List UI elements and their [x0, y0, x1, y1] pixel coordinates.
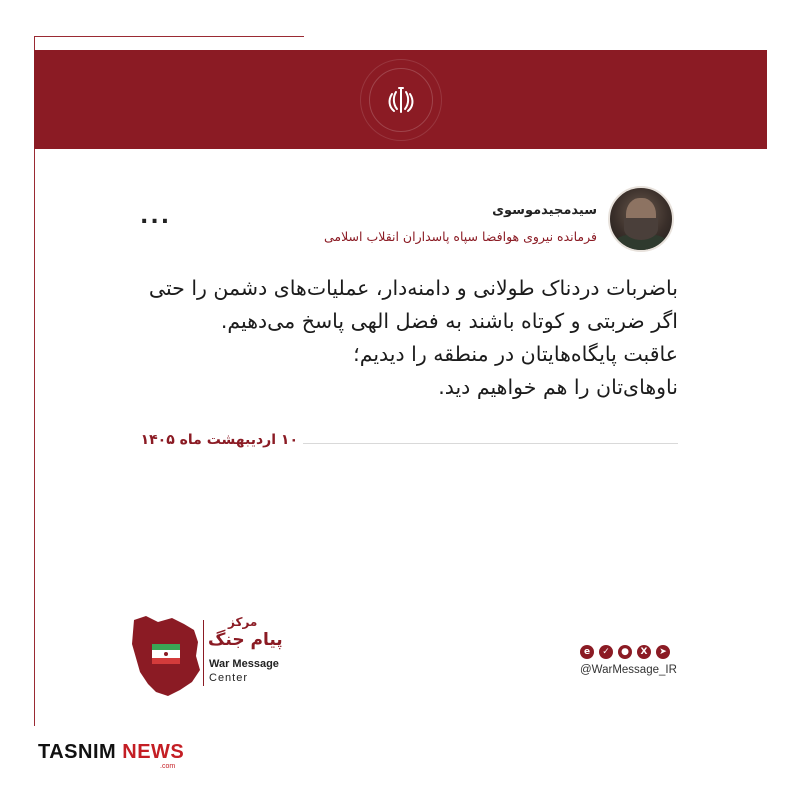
post-line: ناوهای‌تان را هم خواهیم دید.: [438, 375, 678, 399]
social-handle[interactable]: @WarMessage_IR: [580, 664, 677, 676]
post-date: ۱۰ اردیبهشت ماه ۱۴۰۵: [140, 432, 298, 448]
iran-emblem-icon: [383, 82, 419, 118]
brand-part-1: TASNIM: [38, 741, 117, 763]
post-line: عاقبت پایگاه‌هایتان در منطقه را دیدیم؛: [353, 342, 678, 366]
eitaa-icon[interactable]: e: [580, 645, 594, 659]
war-message-logo: [128, 612, 288, 702]
post-line: باضربات دردناک طولانی و دامنه‌دار، عملیات‌های دشمن را حتی: [148, 276, 678, 300]
brand-suffix: .com: [160, 763, 176, 770]
ghost-text: [440, 200, 446, 224]
iran-map-icon: [128, 612, 204, 702]
logo-divider: [203, 620, 204, 686]
author-title: فرمانده نیروی هوافضا سپاه پاسداران انقلاب اسلامی: [323, 229, 597, 244]
post-line: اگر ضربتی و کوتاه باشند به فضل الهی پاسخ می‌دهیم.: [220, 309, 678, 333]
post-body: [118, 272, 678, 404]
post-date-row: [140, 432, 680, 452]
logo-text-small: مرکز: [228, 615, 258, 629]
frame-line-top: [34, 36, 304, 37]
author-avatar[interactable]: [608, 186, 674, 252]
x-icon[interactable]: X: [637, 645, 651, 659]
logo-text-en-1: War Message: [209, 658, 279, 670]
more-options-button[interactable]: ...: [140, 204, 172, 229]
tasnim-news-logo: [38, 741, 184, 764]
logo-text-en-2: Center: [209, 672, 249, 684]
telegram-icon[interactable]: ➤: [656, 645, 670, 659]
social-icons: [580, 645, 670, 659]
author-name[interactable]: سیدمجیدموسوی: [492, 203, 597, 218]
brand-part-2: NEWS: [122, 741, 185, 763]
date-divider: [303, 443, 678, 444]
rubika-icon[interactable]: ●: [618, 645, 632, 659]
header-banner: [34, 50, 767, 149]
logo-text-main: پیام جنگ: [208, 630, 283, 650]
bale-icon[interactable]: ✓: [599, 645, 613, 659]
